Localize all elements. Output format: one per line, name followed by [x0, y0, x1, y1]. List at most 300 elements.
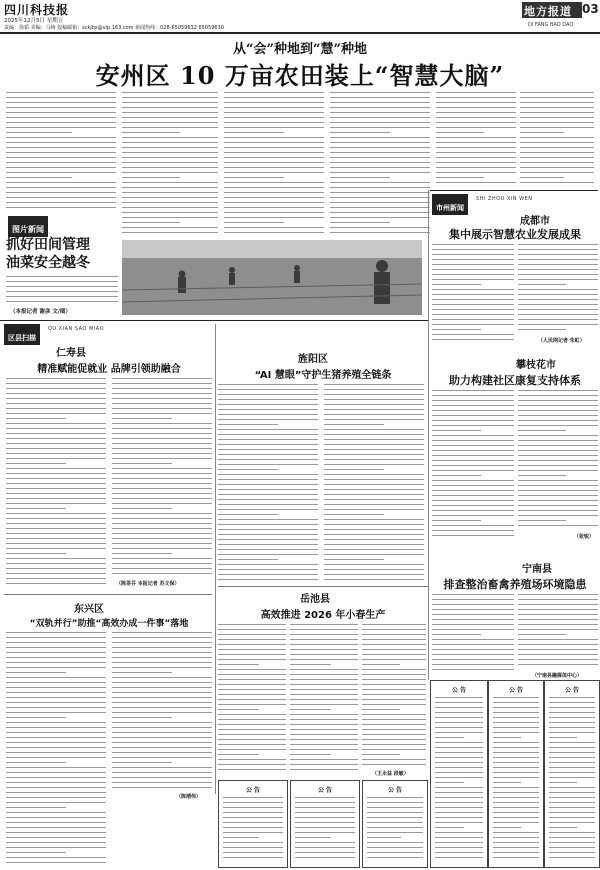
text-line: [432, 440, 514, 441]
text-line: [324, 469, 384, 470]
text-line: [122, 107, 218, 108]
text-line: [518, 274, 598, 275]
text-line: [493, 777, 539, 778]
text-line: [290, 704, 358, 705]
text-line: [493, 842, 539, 843]
text-line: [112, 717, 172, 718]
text-line: [290, 689, 358, 690]
text-line: [6, 463, 66, 464]
text-line: [549, 822, 595, 823]
text-line: [435, 777, 483, 778]
text-line: [224, 202, 324, 203]
text-line: [6, 782, 106, 783]
text-line: [290, 629, 358, 630]
text-line: [218, 434, 318, 435]
text-line: [520, 157, 594, 158]
text-line: [520, 117, 594, 118]
text-line: [6, 837, 106, 838]
text-line: [224, 152, 324, 153]
text-line: [112, 543, 212, 544]
text-line: [520, 97, 594, 98]
text-line: [122, 192, 218, 193]
text-line: [435, 742, 483, 743]
yuechi-body: [290, 624, 358, 774]
city-news-pinyin: SHI ZHOU XIN WEN: [476, 196, 533, 202]
text-line: [330, 157, 430, 158]
text-line: [324, 559, 384, 560]
text-line: [435, 727, 483, 728]
text-line: [362, 764, 426, 765]
text-line: [324, 574, 424, 575]
text-line: [290, 699, 358, 700]
text-line: [224, 117, 324, 118]
text-line: [218, 704, 286, 705]
page-number: 03: [582, 2, 599, 16]
text-line: [330, 127, 430, 128]
field-workers-photo: [122, 240, 422, 315]
text-line: [432, 299, 514, 300]
text-line: [493, 797, 539, 798]
yuechi-body: [218, 624, 286, 774]
text-line: [122, 217, 218, 218]
text-line: [520, 152, 594, 153]
district-news-rule: [0, 320, 428, 321]
text-line: [218, 639, 286, 640]
text-line: [493, 697, 539, 698]
text-line: [112, 463, 172, 464]
notice-box: [218, 780, 288, 868]
text-line: [6, 483, 106, 484]
text-line: [518, 500, 598, 501]
text-line: [6, 722, 106, 723]
text-line: [122, 157, 218, 158]
text-line: [6, 513, 106, 514]
text-line: [518, 470, 598, 471]
text-line: [6, 732, 106, 733]
text-line: [218, 649, 286, 650]
notice-box: [362, 780, 428, 868]
text-line: [435, 857, 483, 858]
text-line: [6, 583, 106, 584]
yuechi-headline: 高效推进 2026 年小春生产: [260, 610, 386, 621]
text-line: [122, 147, 218, 148]
editor-contacts: 责编：徐韬 美编：马梅 投稿邮箱：sckjbs@vip.163.com 新闻热线：028-65059632 65059630: [4, 25, 224, 31]
text-line: [432, 314, 514, 315]
text-line: [435, 767, 483, 768]
text-line: [518, 425, 598, 426]
text-line: [518, 460, 598, 461]
text-line: [224, 227, 324, 228]
text-line: [112, 737, 212, 738]
text-line: [432, 284, 481, 285]
text-line: [549, 752, 595, 753]
text-line: [435, 837, 483, 838]
text-line: [493, 772, 539, 773]
text-line: [290, 659, 358, 660]
text-line: [435, 747, 483, 748]
text-line: [435, 792, 483, 793]
text-line: [432, 304, 514, 305]
text-line: [112, 558, 212, 559]
text-line: [6, 827, 106, 828]
text-line: [6, 207, 116, 208]
text-line: [432, 654, 514, 655]
text-line: [518, 664, 598, 665]
notice-title: 公 告: [317, 787, 333, 794]
text-line: [518, 420, 598, 421]
text-line: [112, 722, 212, 723]
text-line: [432, 649, 514, 650]
text-line: [6, 413, 106, 414]
text-line: [436, 147, 516, 148]
text-line: [224, 207, 324, 208]
text-line: [122, 177, 180, 178]
text-line: [362, 654, 426, 655]
text-line: [432, 619, 514, 620]
text-line: [122, 232, 218, 233]
text-line: [290, 739, 358, 740]
text-line: [432, 420, 514, 421]
text-line: [432, 435, 514, 436]
text-line: [436, 137, 516, 138]
text-line: [362, 669, 426, 670]
text-line: [324, 529, 424, 530]
text-line: [223, 842, 283, 843]
yuechi-body: [362, 624, 426, 770]
text-line: [112, 493, 212, 494]
text-line: [6, 122, 116, 123]
text-line: [224, 127, 324, 128]
text-line: [295, 842, 355, 843]
text-line: [520, 167, 594, 168]
text-line: [549, 732, 595, 733]
text-line: [518, 309, 598, 310]
text-line: [549, 727, 595, 728]
text-line: [290, 764, 358, 765]
text-line: [6, 276, 118, 277]
text-line: [112, 443, 212, 444]
text-line: [493, 832, 539, 833]
text-line: [518, 465, 598, 466]
text-line: [218, 724, 286, 725]
renshou-body: [112, 378, 212, 578]
text-line: [367, 857, 423, 858]
text-line: [112, 652, 212, 653]
text-line: [436, 102, 516, 103]
lead-body-column: [6, 92, 116, 212]
text-line: [362, 734, 426, 735]
text-line: [223, 852, 283, 853]
text-line: [362, 739, 426, 740]
renshou-credit: （陈茶芬 本报记者 苏文保）: [116, 581, 180, 587]
text-line: [549, 712, 595, 713]
text-line: [436, 107, 516, 108]
text-line: [223, 817, 283, 818]
text-line: [112, 553, 172, 554]
text-line: [295, 837, 331, 838]
text-line: [435, 732, 483, 733]
text-line: [362, 744, 426, 745]
text-line: [218, 694, 286, 695]
text-line: [330, 112, 430, 113]
text-line: [324, 534, 424, 535]
text-line: [6, 852, 66, 853]
text-line: [218, 574, 318, 575]
photo-news-caption: [6, 276, 118, 308]
text-line: [435, 782, 464, 783]
text-line: [218, 529, 318, 530]
text-line: [218, 534, 318, 535]
text-line: [218, 689, 286, 690]
text-line: [493, 702, 539, 703]
text-line: [112, 538, 212, 539]
text-line: [122, 212, 218, 213]
notice-title: 公 告: [387, 787, 403, 794]
text-line: [218, 494, 318, 495]
text-line: [218, 394, 318, 395]
text-line: [432, 495, 514, 496]
text-line: [324, 444, 424, 445]
text-line: [432, 254, 514, 255]
text-line: [367, 842, 423, 843]
text-line: [493, 807, 539, 808]
text-line: [6, 787, 106, 788]
text-line: [218, 404, 318, 405]
text-line: [122, 132, 180, 133]
text-line: [493, 712, 539, 713]
text-line: [122, 197, 218, 198]
dongxing-headline: “双轨并行”助推“高效办成一件事”落地: [29, 619, 189, 629]
text-line: [295, 797, 355, 798]
text-line: [218, 549, 318, 550]
text-line: [493, 827, 521, 828]
text-line: [324, 384, 424, 385]
text-line: [518, 294, 598, 295]
text-line: [6, 202, 116, 203]
text-line: [518, 319, 598, 320]
text-line: [435, 832, 483, 833]
text-line: [6, 667, 106, 668]
district-news-tag-label: 区县扫描: [8, 334, 36, 342]
text-line: [112, 777, 212, 778]
text-line: [224, 97, 324, 98]
text-line: [432, 594, 514, 595]
text-line: [122, 137, 218, 138]
text-line: [493, 767, 539, 768]
text-line: [549, 817, 595, 818]
text-line: [218, 489, 318, 490]
text-line: [223, 797, 283, 798]
text-line: [549, 717, 595, 718]
text-line: [330, 192, 430, 193]
text-line: [218, 759, 286, 760]
renshou-body: [6, 378, 106, 588]
text-line: [367, 812, 423, 813]
text-line: [112, 433, 212, 434]
text-line: [367, 837, 401, 838]
xuyang-headline: “AI 慧眼”守护生猪养殖全链条: [254, 370, 392, 381]
text-line: [362, 649, 426, 650]
text-line: [290, 679, 358, 680]
text-line: [432, 289, 514, 290]
text-line: [518, 254, 598, 255]
text-line: [218, 454, 318, 455]
text-line: [518, 445, 598, 446]
text-line: [518, 415, 598, 416]
text-line: [330, 222, 390, 223]
text-line: [6, 652, 106, 653]
text-line: [493, 817, 539, 818]
text-line: [435, 787, 483, 788]
text-line: [122, 122, 218, 123]
text-line: [6, 792, 106, 793]
text-line: [549, 722, 595, 723]
text-line: [324, 539, 424, 540]
text-line: [6, 428, 106, 429]
text-line: [362, 709, 400, 710]
text-line: [432, 604, 514, 605]
text-line: [218, 634, 286, 635]
text-line: [432, 269, 514, 270]
text-line: [6, 192, 116, 193]
text-line: [432, 669, 514, 670]
text-line: [518, 299, 598, 300]
text-line: [432, 629, 514, 630]
text-line: [367, 817, 423, 818]
text-line: [493, 787, 539, 788]
text-line: [330, 152, 430, 153]
text-line: [6, 677, 106, 678]
text-line: [223, 857, 283, 858]
text-line: [112, 423, 212, 424]
text-line: [224, 137, 324, 138]
text-line: [218, 719, 286, 720]
text-line: [330, 137, 430, 138]
text-line: [224, 197, 324, 198]
text-line: [224, 112, 324, 113]
text-line: [6, 662, 106, 663]
text-line: [112, 752, 212, 753]
text-line: [6, 563, 106, 564]
text-line: [549, 852, 595, 853]
text-line: [432, 410, 514, 411]
text-line: [518, 505, 598, 506]
text-line: [112, 687, 212, 688]
text-line: [224, 217, 324, 218]
text-line: [218, 764, 286, 765]
text-line: [435, 762, 483, 763]
text-line: [295, 807, 355, 808]
text-line: [6, 637, 106, 638]
field-workers-illustration: [122, 240, 422, 315]
text-line: [493, 717, 539, 718]
text-line: [112, 747, 212, 748]
text-line: [218, 729, 286, 730]
text-line: [290, 709, 331, 710]
notice-body: [549, 697, 595, 863]
issue-date: 2025年12月5日 星期五: [4, 18, 64, 24]
text-line: [518, 639, 598, 640]
city-news-tag-label: 市州新闻: [436, 204, 464, 212]
text-line: [223, 807, 283, 808]
text-line: [493, 727, 539, 728]
text-line: [324, 549, 424, 550]
text-line: [518, 649, 598, 650]
text-line: [224, 172, 324, 173]
text-line: [6, 747, 106, 748]
text-line: [122, 92, 218, 93]
district-news-tag: [4, 324, 40, 345]
text-line: [112, 388, 212, 389]
photo-news-headline-2: 油菜安全越冬: [6, 255, 90, 271]
text-line: [6, 488, 106, 489]
text-line: [6, 291, 118, 292]
text-line: [6, 408, 106, 409]
text-line: [112, 528, 212, 529]
text-line: [218, 514, 278, 515]
lead-headline: 安州区 10 万亩农田装上“智慧大脑”: [95, 61, 505, 90]
text-line: [6, 548, 106, 549]
text-line: [493, 707, 539, 708]
city-news-tag: [432, 194, 468, 215]
text-line: [520, 122, 594, 123]
text-line: [6, 162, 116, 163]
text-line: [549, 772, 595, 773]
text-line: [324, 389, 424, 390]
text-line: [330, 177, 390, 178]
text-line: [290, 719, 358, 720]
notice-body: [223, 797, 283, 863]
text-line: [218, 709, 259, 710]
panzhihua-body: [432, 390, 514, 540]
chengdu-body: [432, 244, 514, 344]
text-line: [432, 274, 514, 275]
text-line: [6, 772, 106, 773]
text-line: [295, 857, 355, 858]
notice-body: [295, 797, 355, 863]
text-line: [6, 383, 106, 384]
text-line: [324, 489, 424, 490]
text-line: [549, 812, 595, 813]
text-line: [432, 425, 514, 426]
text-line: [436, 142, 516, 143]
text-line: [218, 749, 286, 750]
text-line: [518, 450, 598, 451]
text-line: [122, 142, 218, 143]
text-line: [290, 684, 358, 685]
text-line: [520, 112, 594, 113]
text-line: [218, 714, 286, 715]
text-line: [367, 807, 423, 808]
text-line: [122, 117, 218, 118]
text-line: [218, 734, 286, 735]
text-line: [518, 629, 598, 630]
text-line: [493, 792, 539, 793]
text-line: [218, 769, 286, 770]
text-line: [518, 475, 566, 476]
text-line: [6, 393, 106, 394]
text-line: [224, 122, 324, 123]
text-line: [6, 762, 66, 763]
text-line: [435, 797, 483, 798]
chengdu-place: 成都市: [520, 216, 550, 227]
text-line: [362, 729, 426, 730]
text-line: [520, 142, 594, 143]
text-line: [362, 634, 426, 635]
text-line: [436, 122, 516, 123]
text-line: [6, 692, 106, 693]
column-divider: [428, 190, 429, 680]
